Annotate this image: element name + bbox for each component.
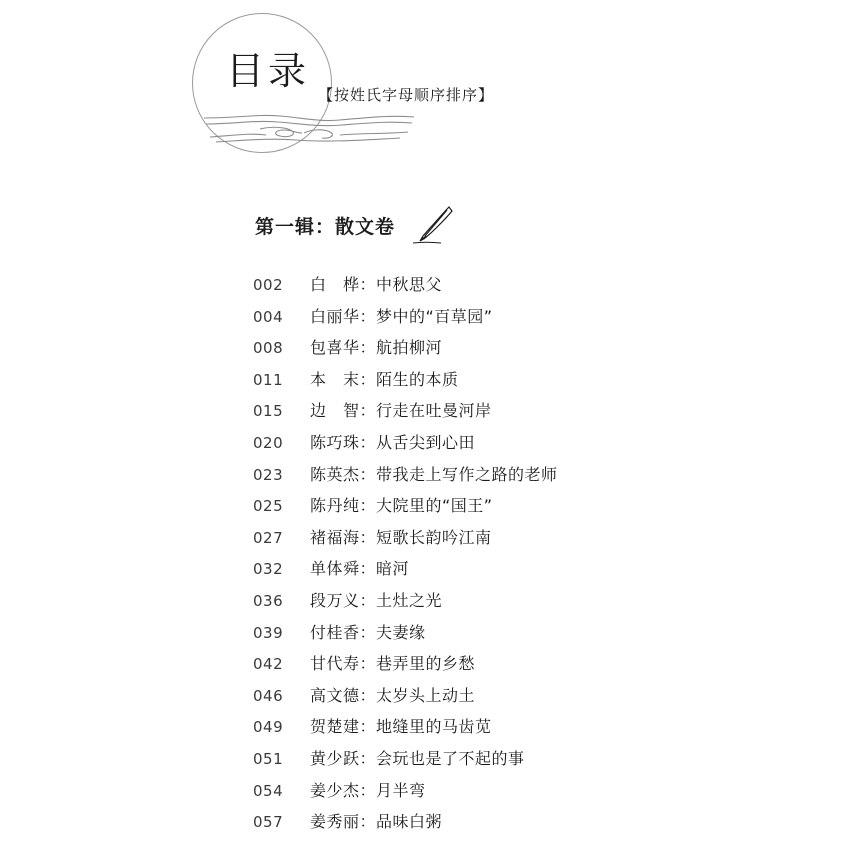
toc-entry-text: 单体舜：暗河 [310,559,410,579]
toc-page-number: 004 [253,307,284,326]
toc-row[interactable] [0,651,844,683]
toc-page-number: 051 [253,749,284,768]
toc-page-number: 036 [253,591,284,610]
page-title: 目录 [226,49,311,93]
toc-page-number: 002 [253,276,284,294]
toc-page-number: 008 [253,339,284,358]
toc-entry-text: 白 桦：中秋思父 [310,275,443,294]
page-subtitle: 【按姓氏字母顺序排序】 [318,86,495,104]
toc-row[interactable] [0,272,844,304]
toc-row[interactable] [0,620,844,652]
toc-page-number: 042 [253,655,284,674]
toc-entry-text: 陈丹纯：大院里的“国王” [310,496,493,516]
toc-page-number: 032 [253,560,284,579]
toc-row[interactable] [0,714,844,746]
toc-row[interactable] [0,809,844,841]
toc-page-number: 046 [253,686,284,705]
toc-row[interactable] [0,588,844,620]
table-of-contents [0,272,844,841]
toc-row[interactable] [0,335,844,367]
toc-row[interactable] [0,778,844,810]
toc-page-number: 025 [253,497,284,516]
toc-entry-text: 段万义：土灶之光 [310,590,443,610]
toc-entry-text: 褚福海：短歌长韵吟江南 [310,527,492,547]
toc-row[interactable] [0,525,844,557]
toc-entry-text: 甘代寿：巷弄里的乡愁 [310,654,476,674]
fountain-pen-icon [409,205,455,245]
wave-ornament-icon [200,112,420,148]
toc-row[interactable] [0,683,844,715]
toc-page-number: 054 [253,781,284,800]
toc-page-number: 057 [253,813,284,832]
toc-page-number: 027 [253,528,284,547]
toc-entry-text: 姜秀丽：品味白粥 [310,812,443,832]
toc-row[interactable] [0,304,844,336]
toc-entry-text: 贺楚建：地缝里的马齿苋 [310,717,492,737]
toc-entry-text: 白丽华：梦中的“百草园” [310,306,493,326]
toc-row[interactable] [0,493,844,525]
toc-page-number: 020 [253,433,284,452]
document-header [0,0,844,175]
toc-row[interactable] [0,367,844,399]
toc-row[interactable] [0,398,844,430]
section-header [255,205,455,245]
toc-row[interactable] [0,556,844,588]
toc-row[interactable] [0,430,844,462]
toc-entry-text: 边 智：行走在吐曼河岸 [310,401,492,421]
toc-entry-text: 黄少跃：会玩也是了不起的事 [310,748,525,768]
toc-page-number: 039 [253,623,284,642]
toc-entry-text: 付桂香：夫妻缘 [310,622,426,642]
toc-entry-text: 陈巧珠：从舌尖到心田 [310,432,476,452]
toc-entry-text: 包喜华：航拍柳河 [310,338,443,358]
toc-page-number: 049 [253,718,284,737]
toc-entry-text: 陈英杰：带我走上写作之路的老师 [310,464,558,484]
toc-page-number: 015 [253,402,284,421]
toc-entry-text: 姜少杰：月半弯 [310,780,426,800]
toc-page-number: 023 [253,465,284,484]
section-title: 第一辑：散文卷 [255,215,396,238]
toc-row[interactable] [0,462,844,494]
toc-page-number: 011 [253,370,284,389]
toc-entry-text: 高文德：太岁头上动土 [310,685,476,705]
toc-entry-text: 本 末：陌生的本质 [310,369,459,389]
toc-row[interactable] [0,746,844,778]
